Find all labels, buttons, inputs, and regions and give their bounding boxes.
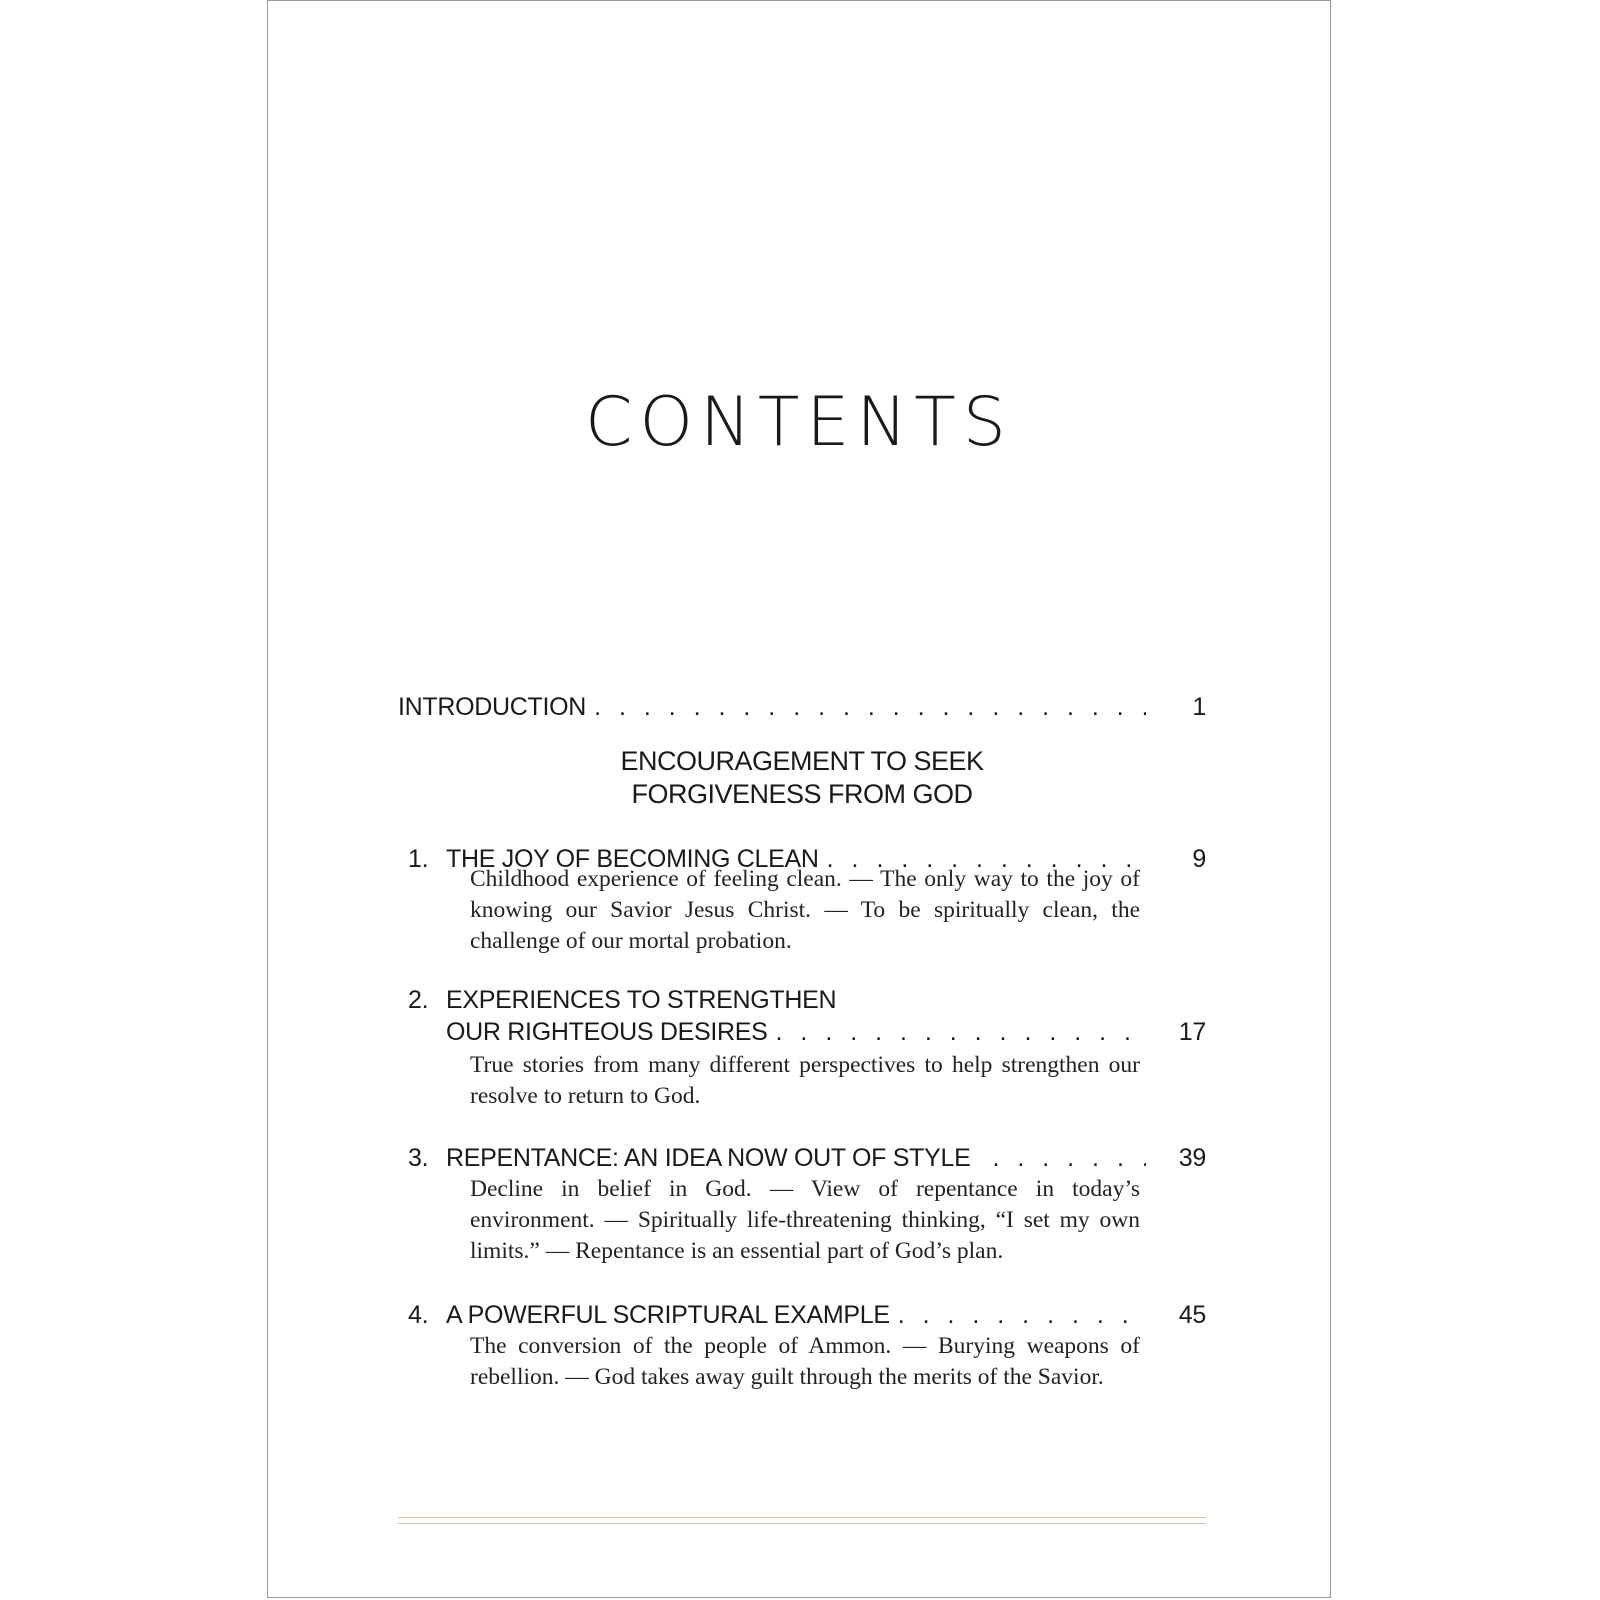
footer-rule — [398, 1517, 1206, 1518]
toc-page-number: 1 — [1192, 693, 1206, 721]
toc-page-number: 39 — [1178, 1144, 1206, 1172]
book-page — [267, 0, 1331, 1598]
section-heading-line: ENCOURAGEMENT TO SEEK — [620, 746, 984, 776]
chapter-description: Childhood experience of feeling clean. — The only way to the joy of knowing our Savior Jesus Christ. — To be spiritually clean, the challenge of our mortal probation. — [470, 866, 1140, 954]
toc-entry-chapter-2[interactable] — [398, 1018, 1206, 1047]
toc-entry-label: INTRODUCTION — [398, 693, 587, 721]
chapter-title: THE JOY OF BECOMING CLEAN — [446, 845, 819, 873]
chapter-title: OUR RIGHTEOUS DESIRES — [446, 1018, 768, 1046]
section-heading — [398, 745, 1206, 811]
chapter-number: 4. — [408, 1301, 429, 1329]
dot-leader — [898, 1301, 1146, 1330]
section-heading-line: FORGIVENESS FROM GOD — [631, 779, 973, 809]
toc-page-number: 17 — [1178, 1018, 1206, 1046]
chapter-description: Decline in belief in God. — View of repentance in today’s environment. — Spiritually life-threatening thinking, “I set my own limits.” — Repentance is an essential part of God’s plan. — [470, 1176, 1140, 1264]
toc-page-number: 9 — [1192, 845, 1206, 873]
footer-rule — [398, 1523, 1206, 1524]
chapter-title: A POWERFUL SCRIPTURAL EXAMPLE — [446, 1301, 890, 1329]
chapter-number: 1. — [408, 845, 429, 873]
chapter-number: 2. — [408, 986, 429, 1014]
dot-leader — [992, 1144, 1146, 1173]
chapter-title: REPENTANCE: AN IDEA NOW OUT OF STYLE — [446, 1144, 971, 1172]
dot-leader — [594, 693, 1146, 722]
chapter-number: 3. — [408, 1144, 429, 1172]
chapter-title-line1: EXPERIENCES TO STRENGTHEN — [446, 986, 837, 1014]
toc-entry-chapter-3[interactable] — [398, 1144, 1206, 1173]
chapter-description: The conversion of the people of Ammon. — Burying weapons of rebellion. — God takes away guilt through the merits of the Savior. — [470, 1333, 1140, 1390]
toc-entry-chapter-4[interactable] — [398, 1301, 1206, 1330]
toc-page-number: 45 — [1178, 1301, 1206, 1329]
page-title: CONTENTS — [585, 383, 1013, 462]
dot-leader — [776, 1018, 1146, 1047]
chapter-description: True stories from many different perspectives to help strengthen our resolve to return to God. — [470, 1052, 1140, 1109]
toc-entry-introduction[interactable] — [398, 693, 1206, 722]
toc-entry-chapter-2-line1[interactable] — [398, 986, 1206, 1015]
